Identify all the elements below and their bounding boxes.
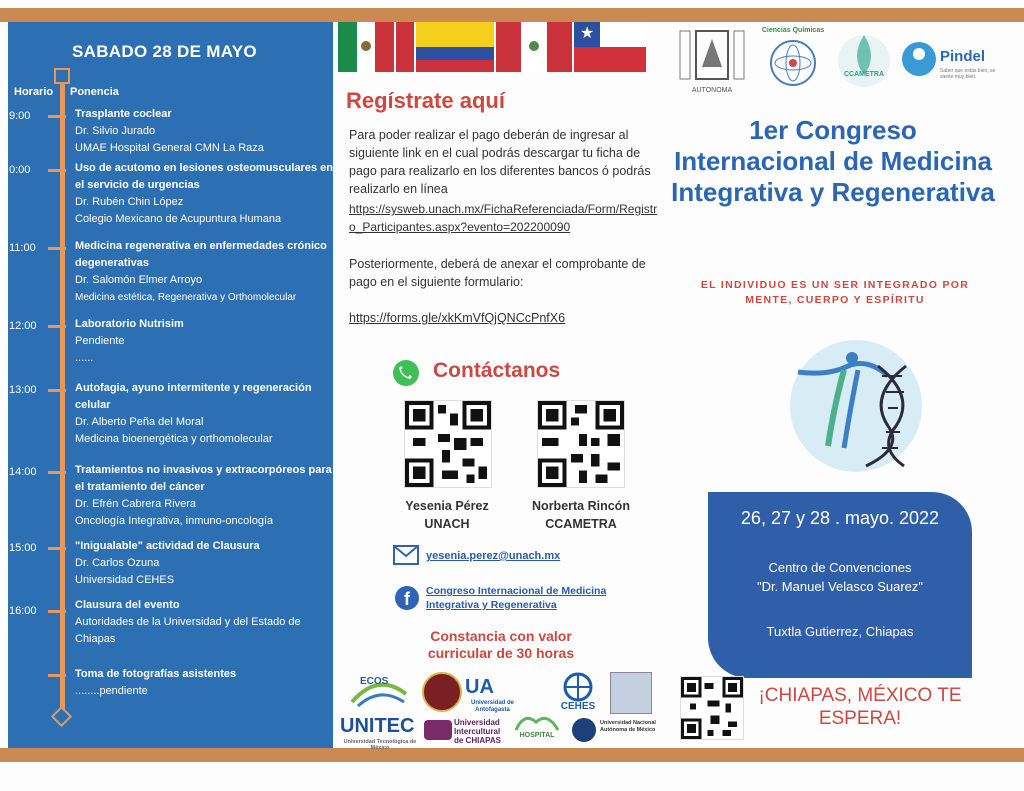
col-talk-header: Ponencia xyxy=(70,86,119,98)
contact-title: Contáctanos xyxy=(433,359,561,382)
slot-speaker: Pendiente xyxy=(75,335,125,347)
schedule-slot xyxy=(75,666,337,700)
slot-title: Clausura del evento xyxy=(75,599,180,611)
uich-label: Universidad Intercultural de CHIAPAS xyxy=(454,718,501,745)
contact-yesenia xyxy=(386,497,508,533)
uich-logo xyxy=(424,716,504,746)
slot-speaker: Dr. Rubén Chin López xyxy=(75,196,184,208)
ecos-logo xyxy=(348,672,410,712)
slot-title: Trasplante coclear xyxy=(75,108,172,120)
flags-row xyxy=(338,22,646,72)
peru-flag-icon xyxy=(496,22,572,72)
slot-title: Tratamientos no invasivos y extracorpóreos para el tratamiento del cáncer xyxy=(75,464,332,493)
colombia-flag-icon xyxy=(416,22,494,72)
contact-email[interactable]: yesenia.perez@unach.mx xyxy=(426,550,561,562)
chile-flag-icon: ★ xyxy=(574,22,646,72)
slot-tick xyxy=(48,169,66,172)
slot-tick xyxy=(48,115,66,118)
unam-label: Universidad Nacional Autónoma de México xyxy=(600,720,656,733)
unach-label: AUTONOMA xyxy=(691,87,733,94)
timeline-end-marker xyxy=(51,706,72,727)
slot-title: Autofagia, ayuno intermitente y regeneración celular xyxy=(75,382,312,411)
payment-link[interactable]: https://sysweb.unach.mx/FichaReferenciada/Form/Registro_Participantes.aspx?evento=202200090 xyxy=(349,202,658,234)
contact-org: CCAMETRA xyxy=(545,517,617,531)
event-city: Tuxtla Gutierrez, Chiapas xyxy=(766,624,914,639)
slot-tick xyxy=(48,471,66,474)
schedule-slot xyxy=(75,462,337,530)
qr-code-norberta xyxy=(537,400,625,488)
ccametra-label: CCAMETRA xyxy=(843,71,885,78)
closing-message: ¡CHIAPAS, MÉXICO TE ESPERA! xyxy=(758,685,962,729)
slot-time: 15:00 xyxy=(9,542,37,554)
register-text: Para poder realizar el pago deberán de ingresar al siguiente link en el cual podrás descargar tu ficha de pago para realizarlo en los diferentes bancos ó podrás realizarlo en línea xyxy=(349,128,651,196)
col-time-header: Horario xyxy=(14,86,54,98)
slot-title: Laboratorio Nutrisim xyxy=(75,318,184,330)
unitec-logo xyxy=(340,715,420,751)
bottom-band xyxy=(0,748,1024,762)
event-info-box xyxy=(708,492,972,678)
hospital-label: HOSPITAL xyxy=(519,732,555,739)
mexico-flag-icon xyxy=(338,22,394,72)
ecos-label: ECOS xyxy=(360,676,389,687)
seal-logo xyxy=(422,672,462,712)
ua-sublabel: Universidad de Antofagasta xyxy=(470,700,514,713)
unitec-label: UNITEC xyxy=(340,715,415,737)
cehes-logo xyxy=(556,672,600,716)
slot-speaker: Dr. Salomón Elmer Arroyo xyxy=(75,274,203,286)
slot-time: 13:00 xyxy=(9,384,37,396)
slot-time: 11:00 xyxy=(9,242,36,254)
slot-affiliation: Medicina bioenergética y orthomolecular xyxy=(75,433,273,445)
schedule-slot xyxy=(75,238,337,306)
contact-name: Yesenia Pérez xyxy=(405,499,489,513)
slot-tick xyxy=(48,247,66,250)
unitec-sublabel: Universidad Tecnológica de México xyxy=(343,739,417,751)
schedule-slot xyxy=(75,160,337,228)
slot-title: Medicina regenerativa en enfermedades crónico degenerativas xyxy=(75,240,327,269)
slot-affiliation: Oncología Integrativa, inmuno-oncología xyxy=(75,515,274,527)
slot-time: 0:00 xyxy=(9,164,31,176)
slot-affiliation: UMAE Hospital General CMN La Raza xyxy=(75,142,264,154)
slot-affiliation: Universidad CEHES xyxy=(75,574,175,586)
schedule-slot xyxy=(75,597,337,648)
certificate-note: Constancia con valor curricular de 30 horas xyxy=(427,628,575,661)
event-title: 1er Congreso Internacional de Medicina Integrativa y Regenerativa xyxy=(671,115,995,207)
slot-speaker: Dr. Alberto Peña del Moral xyxy=(75,416,204,428)
slot-speaker: Dr. Carlos Ozuna xyxy=(75,557,160,569)
venue-line-1: Centro de Convenciones xyxy=(768,560,912,575)
slot-title: "Inigualable" actividad de Clausura xyxy=(75,540,260,552)
slot-affiliation: ...... xyxy=(75,352,94,364)
form-link[interactable]: https://forms.gle/xkKmVfQjQNCcPnfX6 xyxy=(349,311,566,325)
form-text: Posteriormente, deberá de anexar el comprobante de pago en el siguiente formulario: xyxy=(349,257,646,289)
flag-edge xyxy=(396,22,414,72)
slot-time: 16:00 xyxy=(9,605,37,617)
facebook-link[interactable]: Congreso Internacional de Medicina Integrativa y Regenerativa xyxy=(426,585,607,611)
hospital-logo xyxy=(512,710,562,744)
pindel-tagline: Saber que estás bien, se siente muy bien. xyxy=(940,68,996,80)
event-venue xyxy=(708,558,972,596)
slot-title: Uso de acutomo en lesiones osteomusculares en el servicio de urgencias xyxy=(75,162,333,191)
ua-label: UA xyxy=(465,676,494,698)
slot-affiliation: Autoridades de la Universidad y del Estado de Chiapas xyxy=(75,616,301,645)
unach-logo xyxy=(676,27,748,97)
event-dates: 26, 27 y 28 . mayo. 2022 xyxy=(740,508,940,528)
timeline-start-marker xyxy=(54,68,70,84)
slot-tick xyxy=(48,389,66,392)
schedule-slot xyxy=(75,380,337,448)
schedule-title: SABADO 28 DE MAYO xyxy=(72,42,257,61)
slot-speaker: Dr. Efrén Cabrera Rivera xyxy=(75,498,197,510)
dna-figure-icon xyxy=(778,336,928,476)
whatsapp-icon xyxy=(393,360,419,386)
building-logo xyxy=(610,672,652,714)
slot-tick xyxy=(48,325,66,328)
slot-time: 14:00 xyxy=(9,466,37,478)
quimicas-label: Ciencias Químicas xyxy=(761,27,825,34)
slot-affiliation: Colegio Mexicano de Acupuntura Humana xyxy=(75,213,282,225)
schedule-slot xyxy=(75,316,337,367)
top-band xyxy=(0,8,1024,22)
facebook-icon: f xyxy=(395,586,419,610)
qr-code-yesenia xyxy=(404,400,492,488)
slot-affiliation: Medicina estética, Regenerativa y Orthomolecular xyxy=(75,292,297,303)
cehes-label: CEHES xyxy=(560,701,596,712)
contact-org: UNACH xyxy=(424,517,470,531)
slot-time: 9:00 xyxy=(9,110,31,122)
qr-code-event xyxy=(680,676,744,740)
slot-time: 12:00 xyxy=(9,320,37,332)
schedule-slot xyxy=(75,106,337,157)
quimicas-logo xyxy=(760,27,826,97)
slot-tick xyxy=(48,547,66,550)
venue-line-2: "Dr. Manuel Velasco Suarez" xyxy=(756,579,924,594)
unam-logo xyxy=(572,716,662,746)
slot-tick xyxy=(48,610,66,613)
slot-note: ........pendiente xyxy=(75,685,148,697)
ccametra-logo xyxy=(834,27,894,97)
pindel-logo xyxy=(902,40,1002,90)
contact-norberta xyxy=(519,497,643,533)
pindel-label: Pindel xyxy=(940,48,986,65)
slot-tick xyxy=(48,674,66,677)
schedule-slot xyxy=(75,538,337,589)
schedule-panel xyxy=(8,22,333,748)
slot-speaker: Dr. Silvio Jurado xyxy=(75,125,156,137)
event-tagline: EL INDIVIDUO ES UN SER INTEGRADO POR MENTE, CUERPO Y ESPÍRITU xyxy=(700,279,970,306)
slot-title: Toma de fotografías asistentes xyxy=(75,668,237,680)
contact-name: Norberta Rincón xyxy=(532,499,630,513)
mail-icon xyxy=(393,545,419,565)
register-title: Regístrate aquí xyxy=(346,88,505,113)
